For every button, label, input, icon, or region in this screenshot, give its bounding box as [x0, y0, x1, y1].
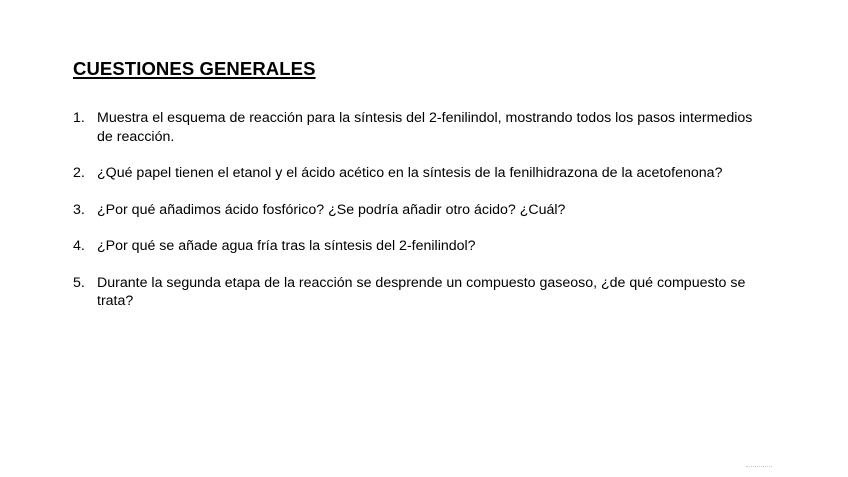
- question-text: ¿Qué papel tienen el etanol y el ácido acético en la síntesis de la fenilhidrazona de la acetofenona?: [97, 165, 723, 181]
- question-item-1: [73, 109, 758, 146]
- question-text: Muestra el esquema de reacción para la síntesis del 2-fenilindol, mostrando todos los pasos intermedios de reacción.: [97, 110, 753, 145]
- question-number: 5.: [73, 274, 85, 291]
- question-number: 3.: [73, 201, 85, 218]
- question-number: 1.: [73, 110, 85, 126]
- question-item-4: [73, 237, 758, 256]
- question-item-5: [73, 274, 758, 311]
- question-list: [73, 109, 758, 329]
- question-number: 2.: [73, 165, 85, 181]
- question-item-2: [73, 164, 758, 183]
- page-title: CUESTIONES GENERALES: [73, 58, 316, 79]
- question-text: ¿Por qué se añade agua fría tras la síntesis del 2-fenilindol?: [97, 238, 476, 254]
- question-text: ¿Por qué añadimos ácido fosfórico? ¿Se podría añadir otro ácido? ¿Cuál?: [97, 201, 566, 218]
- question-item-3: [73, 201, 758, 220]
- question-text: Durante la segunda etapa de la reacción se desprende un compuesto gaseoso, ¿de qué compuesto se trata?: [97, 274, 746, 309]
- page-footer-mark: [746, 466, 772, 471]
- question-number: 4.: [73, 238, 85, 254]
